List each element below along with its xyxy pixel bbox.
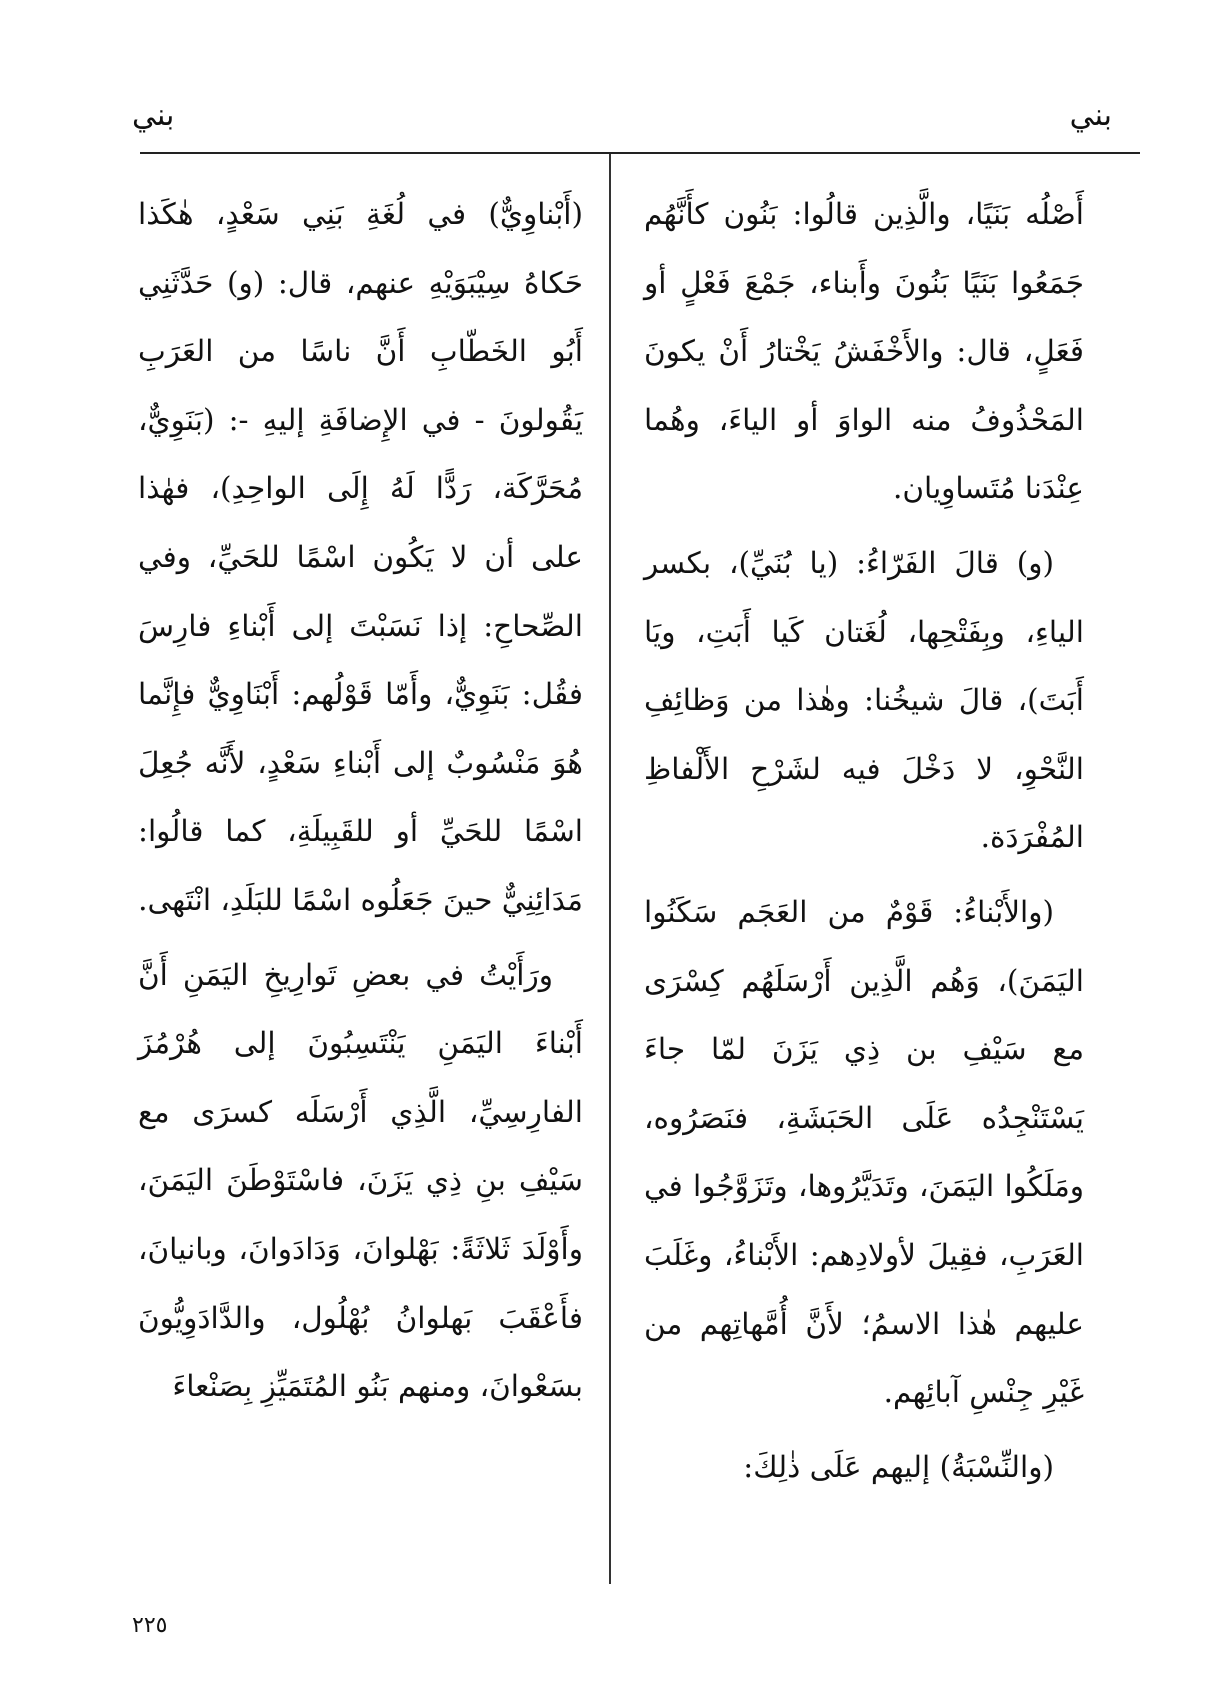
running-header-right: بني bbox=[1069, 98, 1112, 133]
page-number: ٢٢٥ bbox=[132, 1613, 168, 1638]
left-paragraph-2: ورَأَيْتُ في بعضِ تَوارِيخِ اليَمَنِ أَنَّ أَبْناءَ اليَمَنِ يَنْتَسِبُونَ إلى هُرْمُزَ الفارِسِيِّ، الَّذِي أَرْسَلَه كسرَى مع سَيْفِ بنِ ذِي يَزَنَ، فاسْتَوْطَنَ اليَمَنَ، وأَوْلَدَ ثَلاثَةً: بَهْلوانَ، وَدَادَوانَ، وبانيانَ، فأَعْقَبَ بَهلوانُ بُهْلُول، والدَّادَوِيُّونَ بسَعْوانَ، ومنهم بَنُو المُتَمَيِّزِ بِصَنْعاءَ bbox=[138, 957, 583, 1404]
left-paragraph-1: (أَبْناوِيٌّ) في لُغَةِ بَنِي سَعْدٍ، هٰكَذا حَكاهُ سِيْبَوَيْهِ عنهم، قال: (و) حَدَّثَنِي أَبُو الخَطّابِ أَنَّ ناسًا من العَرَبِ يَقُولونَ - في الإِضافَةِ إليهِ -: (بَنَوِيٌّ، مُحَرَّكَة، رَدًّا لَهُ إِلَى الواحِدِ)، فهٰذا على أن لا يَكُون اسْمًا للحَيِّ، وفي الصِّحاحِ: إذا نَسَبْتَ إلى أَبْناءِ فارِسَ فقُل: بَنَوِيٌّ، وأَمّا قَوْلُهم: أَبْنَاوِيٌّ فإِنَّما هُوَ مَنْسُوبٌ إلى أَبْناءِ سَعْدٍ، لأَنَّه جُعِلَ اسْمًا للحَيِّ أو للقَبِيلَةِ، كما قالُوا: مَدَائِنِيٌّ حينَ جَعَلُوه اسْمًا للبَلَدِ، انْتَهى. bbox=[138, 197, 583, 917]
right-paragraph-3: (والأَبْناءُ: قَوْمٌ من العَجَم سَكَنُوا اليَمَنَ)، وَهُم الَّذِين أَرْسَلَهُم كِسْرَى مع سَيْفِ بن ذِي يَزَنَ لمّا جاءَ يَسْتَنْجِدُه عَلَى الحَبَشَةِ، فنَصَرُوه، ومَلَكُوا اليَمَنَ، وتَدَيَّرُوها، وتَزَوَّجُوا في العَرَبِ، فقِيلَ لأولادِهم: الأَبْناءُ، وغَلَبَ عليهم هٰذا الاسمُ؛ لأَنَّ أُمَّهاتِهم من غَيْرِ جِنْسِ آبائِهم. bbox=[644, 894, 1084, 1410]
column-divider bbox=[609, 154, 611, 1584]
right-column bbox=[644, 180, 1084, 1507]
right-paragraph-2: (و) قالَ الفَرّاءُ: (يا بُنَيِّ)، بكسر الياءِ، وبِفَتْحِها، لُغَتان كَيا أَبَتِ، ويَا أَبَتَ)، قالَ شيخُنا: وهٰذا من وَظائِفِ النَّحْوِ، لا دَخْلَ فيه لشَرْحِ الأَلْفاظِ المُفْرَدَة. bbox=[644, 545, 1084, 855]
running-header-left: بني bbox=[132, 98, 175, 133]
header-rule bbox=[140, 152, 1140, 154]
right-paragraph-4: (والنِّسْبَةُ) إليهم عَلَى ذٰلِكَ: bbox=[743, 1449, 1054, 1484]
left-column bbox=[138, 180, 583, 1427]
right-paragraph-1: أَصْلُه بَنَيًا، والَّذِين قالُوا: بَنُون كأَنَّهُم جَمَعُوا بَنَيًا بَنُونَ وأَبناء، جَمْعَ فَعْلٍ أو فَعَلٍ، قال: والأَخْفَشُ يَخْتارُ أَنْ يكونَ المَحْذُوفُ منه الواوَ أو الياءَ، وهُما عِنْدَنا مُتَساوِيان. bbox=[644, 197, 1084, 506]
